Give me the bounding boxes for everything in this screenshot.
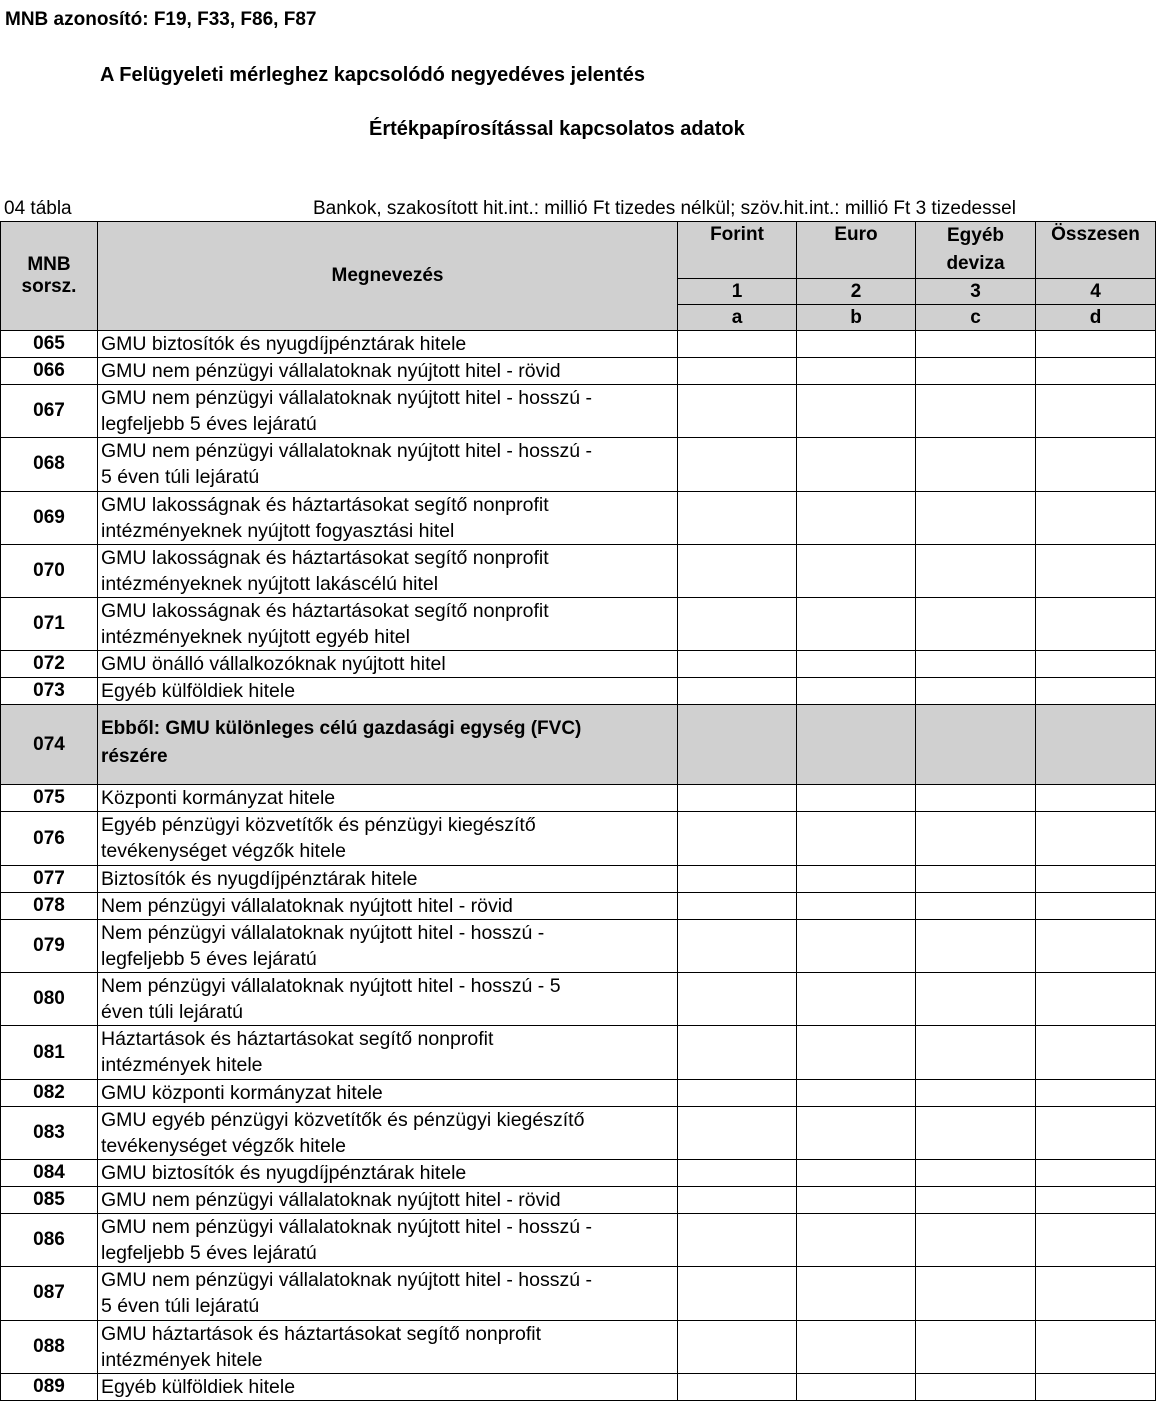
row-label-line: legfeljebb 5 éves lejáratú [101,947,317,970]
row-label-line: GMU biztosítók és nyugdíjpénztárak hitele [101,333,467,355]
value-cell[interactable] [916,892,1036,919]
row-label [98,919,678,972]
row-label-line: GMU nem pénzügyi vállalatoknak nyújtott hitel - hosszú - [101,387,592,409]
table-row [1,785,1156,812]
row-label-line: GMU nem pénzügyi vállalatoknak nyújtott hitel - rövid [101,1188,561,1211]
table-row [1,1106,1156,1159]
table-row [1,1159,1156,1186]
value-cell[interactable] [678,331,797,358]
value-cell[interactable] [678,1026,797,1079]
row-label-line: GMU lakosságnak és háztartásokat segítő nonprofit [101,546,549,569]
value-cell[interactable] [678,1320,797,1373]
value-cell[interactable] [678,438,797,491]
row-label [98,865,678,892]
value-cell[interactable] [797,1267,916,1320]
row-label [98,385,678,438]
row-label-line: GMU egyéb pénzügyi közvetítők és pénzügyi kiegészítő [101,1108,585,1131]
table-row [1,491,1156,544]
value-cell[interactable] [916,1320,1036,1373]
value-cell[interactable] [678,705,797,785]
value-cell[interactable] [678,651,797,678]
row-label-line: Biztosítók és nyugdíjpénztárak hitele [101,867,418,890]
value-cell[interactable] [797,544,916,597]
value-cell[interactable] [678,785,797,812]
row-label [98,1320,678,1373]
value-cell[interactable] [1036,785,1156,812]
row-code: 067 [1,385,98,438]
row-label [98,491,678,544]
value-cell[interactable] [797,812,916,865]
row-label-line: tevékenységet végzők hitele [101,1134,346,1157]
table-row [1,598,1156,651]
value-cell[interactable] [916,1373,1036,1400]
value-cell[interactable] [797,438,916,491]
value-cell[interactable] [916,651,1036,678]
value-cell[interactable] [797,1079,916,1106]
row-label-line: intézményeknek nyújtott lakáscélú hitel [101,572,439,595]
row-label-line: tevékenységet végzők hitele [101,840,346,863]
row-code: 073 [1,678,98,705]
value-cell[interactable] [916,544,1036,597]
value-cell[interactable] [1036,1373,1156,1400]
value-cell[interactable] [916,1079,1036,1106]
row-label-line: Nem pénzügyi vállalatoknak nyújtott hitel - hosszú - [101,921,545,944]
value-cell[interactable] [1036,358,1156,385]
value-cell[interactable] [916,438,1036,491]
value-cell[interactable] [916,1267,1036,1320]
value-cell[interactable] [916,812,1036,865]
row-label-line: Központi kormányzat hitele [101,787,336,810]
row-label-line: intézmények hitele [101,1054,263,1077]
table-row [1,1186,1156,1213]
value-cell[interactable] [916,705,1036,785]
value-cell[interactable] [678,919,797,972]
col-header-forint: Forint [678,222,797,279]
value-cell[interactable] [678,544,797,597]
row-label-line: Egyéb külföldiek hitele [101,680,296,703]
row-code: 087 [1,1267,98,1320]
row-code: 080 [1,973,98,1026]
row-label-line: GMU háztartások és háztartásokat segítő nonprofit [101,1322,542,1345]
value-cell[interactable] [1036,1079,1156,1106]
row-label-line: legfeljebb 5 éves lejáratú [101,413,317,435]
table-row [1,812,1156,865]
row-label-line: GMU lakosságnak és háztartásokat segítő nonprofit [101,493,549,516]
row-label [98,678,678,705]
table-row [1,892,1156,919]
value-cell[interactable] [916,1186,1036,1213]
table-row [1,331,1156,358]
value-cell[interactable] [1036,385,1156,438]
col-header-euro: Euro [797,222,916,279]
row-code: 088 [1,1320,98,1373]
table-row [1,1320,1156,1373]
row-label [98,1159,678,1186]
row-label-line: intézményeknek nyújtott fogyasztási hitel [101,519,455,542]
value-cell[interactable] [797,331,916,358]
value-cell[interactable] [1036,1320,1156,1373]
units-note: Bankok, szakosított hit.int.: millió Ft tizedes nélkül; szöv.hit.int.: millió Ft 3 tizedessel [313,198,1016,219]
table-row [1,1373,1156,1400]
value-cell[interactable] [1036,919,1156,972]
value-cell[interactable] [797,919,916,972]
value-cell[interactable] [678,1106,797,1159]
row-code: 077 [1,865,98,892]
value-cell[interactable] [916,1213,1036,1266]
col-header-osszesen: Összesen [1036,222,1156,279]
row-code: 083 [1,1106,98,1159]
row-label-line: intézmények hitele [101,1348,263,1371]
row-label-line: Nem pénzügyi vállalatoknak nyújtott hitel - hosszú - 5 [101,975,561,998]
row-code: 070 [1,544,98,597]
value-cell[interactable] [678,1159,797,1186]
row-code: 082 [1,1079,98,1106]
row-code: 081 [1,1026,98,1079]
table-row [1,919,1156,972]
row-code: 069 [1,491,98,544]
table-row [1,385,1156,438]
value-cell[interactable] [1036,651,1156,678]
col-number: 3 [916,279,1036,305]
table-row [1,438,1156,491]
row-label [98,812,678,865]
row-label [98,1373,678,1400]
value-cell[interactable] [678,865,797,892]
col-header-megnevezes: Megnevezés [98,222,678,331]
value-cell[interactable] [916,491,1036,544]
value-cell[interactable] [1036,1026,1156,1079]
value-cell[interactable] [797,598,916,651]
row-label-line: éven túli lejáratú [101,1001,244,1024]
value-cell[interactable] [797,1186,916,1213]
value-cell[interactable] [1036,1186,1156,1213]
value-cell[interactable] [797,973,916,1026]
value-cell[interactable] [916,919,1036,972]
mnb-identifier: MNB azonosító: F19, F33, F86, F87 [5,9,317,30]
row-label-line: Egyéb külföldiek hitele [101,1375,296,1398]
row-label-line: 5 éven túli lejáratú [101,466,260,489]
value-cell[interactable] [678,892,797,919]
row-code: 066 [1,358,98,385]
value-cell[interactable] [797,1159,916,1186]
row-label-line: intézményeknek nyújtott egyéb hitel [101,626,410,649]
value-cell[interactable] [797,385,916,438]
row-label [98,331,678,358]
value-cell[interactable] [1036,331,1156,358]
value-cell[interactable] [1036,973,1156,1026]
table-row [1,1213,1156,1266]
row-label [98,651,678,678]
col-letter: b [797,305,916,331]
value-cell[interactable] [916,385,1036,438]
table-row [1,705,1156,785]
table-row [1,1079,1156,1106]
value-cell[interactable] [797,785,916,812]
value-cell[interactable] [916,598,1036,651]
value-cell[interactable] [797,892,916,919]
row-label-line: részére [101,746,168,768]
value-cell[interactable] [916,1159,1036,1186]
table-row [1,1026,1156,1079]
col-letter: c [916,305,1036,331]
value-cell[interactable] [797,1373,916,1400]
value-cell[interactable] [916,1106,1036,1159]
col-number: 2 [797,279,916,305]
row-label-line: GMU nem pénzügyi vállalatoknak nyújtott hitel - hosszú - [101,1269,592,1292]
value-cell[interactable] [678,1186,797,1213]
value-cell[interactable] [678,1267,797,1320]
row-label-line: legfeljebb 5 éves lejáratú [101,1241,317,1264]
row-code: 074 [1,705,98,785]
row-code: 085 [1,1186,98,1213]
value-cell[interactable] [678,1079,797,1106]
value-cell[interactable] [678,678,797,705]
col-letter: d [1036,305,1156,331]
value-cell[interactable] [1036,705,1156,785]
row-label [98,892,678,919]
report-subtitle: Értékpapírosítással kapcsolatos adatok [369,118,745,140]
row-label [98,705,678,785]
row-code: 079 [1,919,98,972]
row-code: 084 [1,1159,98,1186]
value-cell[interactable] [916,973,1036,1026]
value-cell[interactable] [797,678,916,705]
value-cell[interactable] [797,491,916,544]
value-cell[interactable] [1036,678,1156,705]
row-label-line: Háztartások és háztartásokat segítő nonprofit [101,1028,494,1051]
row-label-line: GMU önálló vállalkozóknak nyújtott hitel [101,653,446,676]
row-label [98,785,678,812]
row-label-line: GMU nem pénzügyi vállalatoknak nyújtott hitel - rövid [101,360,561,382]
value-cell[interactable] [916,678,1036,705]
value-cell[interactable] [1036,544,1156,597]
value-cell[interactable] [678,1373,797,1400]
value-cell[interactable] [678,812,797,865]
value-cell[interactable] [678,491,797,544]
row-label [98,438,678,491]
row-label-line: Ebből: GMU különleges célú gazdasági egység (FVC) [101,718,582,740]
row-label [98,1213,678,1266]
value-cell[interactable] [797,358,916,385]
table-row [1,1267,1156,1320]
value-cell[interactable] [797,1106,916,1159]
value-cell[interactable] [797,1320,916,1373]
value-cell[interactable] [1036,812,1156,865]
value-cell[interactable] [916,785,1036,812]
value-cell[interactable] [678,385,797,438]
value-cell[interactable] [797,1213,916,1266]
value-cell[interactable] [1036,1267,1156,1320]
table-row [1,358,1156,385]
value-cell[interactable] [1036,865,1156,892]
row-code: 089 [1,1373,98,1400]
row-code: 068 [1,438,98,491]
row-label [98,598,678,651]
value-cell[interactable] [1036,438,1156,491]
value-cell[interactable] [797,651,916,678]
table-row [1,651,1156,678]
row-label [98,1079,678,1106]
value-cell[interactable] [678,973,797,1026]
value-cell[interactable] [1036,1106,1156,1159]
row-code: 078 [1,892,98,919]
row-label-line: Egyéb pénzügyi közvetítők és pénzügyi kiegészítő [101,814,536,837]
col-header-egyeb-deviza: Egyéb deviza [916,222,1036,279]
row-label-line: 5 éven túli lejáratú [101,1295,260,1318]
table-name: 04 tábla [4,198,72,219]
row-code: 065 [1,331,98,358]
row-code: 076 [1,812,98,865]
value-cell[interactable] [1036,491,1156,544]
value-cell[interactable] [1036,1159,1156,1186]
row-code: 086 [1,1213,98,1266]
value-cell[interactable] [678,358,797,385]
col-number: 4 [1036,279,1156,305]
row-label-line: GMU nem pénzügyi vállalatoknak nyújtott hitel - hosszú - [101,440,592,463]
value-cell[interactable] [797,1026,916,1079]
row-label-line: GMU központi kormányzat hitele [101,1081,383,1104]
row-label [98,973,678,1026]
value-cell[interactable] [916,358,1036,385]
row-label [98,1026,678,1079]
row-code: 071 [1,598,98,651]
row-code: 075 [1,785,98,812]
col-number: 1 [678,279,797,305]
row-label-line: Nem pénzügyi vállalatoknak nyújtott hitel - rövid [101,894,513,917]
row-label [98,1267,678,1320]
value-cell[interactable] [678,598,797,651]
value-cell[interactable] [1036,1213,1156,1266]
row-label [98,544,678,597]
row-label [98,358,678,385]
report-title: A Felügyeleti mérleghez kapcsolódó negyedéves jelentés [100,64,646,86]
table-row [1,865,1156,892]
value-cell[interactable] [1036,892,1156,919]
table-row [1,544,1156,597]
value-cell[interactable] [916,1026,1036,1079]
value-cell[interactable] [1036,598,1156,651]
row-label-line: GMU biztosítók és nyugdíjpénztárak hitele [101,1161,467,1184]
row-label [98,1106,678,1159]
value-cell[interactable] [916,865,1036,892]
value-cell[interactable] [678,1213,797,1266]
data-table [0,221,1156,1401]
col-header-mnb-sorsz: MNB sorsz. [1,222,98,331]
table-row [1,973,1156,1026]
value-cell[interactable] [916,331,1036,358]
row-label [98,1186,678,1213]
value-cell[interactable] [797,705,916,785]
row-label-line: GMU nem pénzügyi vállalatoknak nyújtott hitel - hosszú - [101,1215,592,1238]
col-letter: a [678,305,797,331]
table-row [1,678,1156,705]
value-cell[interactable] [797,865,916,892]
row-code: 072 [1,651,98,678]
row-label-line: GMU lakosságnak és háztartásokat segítő nonprofit [101,600,549,623]
